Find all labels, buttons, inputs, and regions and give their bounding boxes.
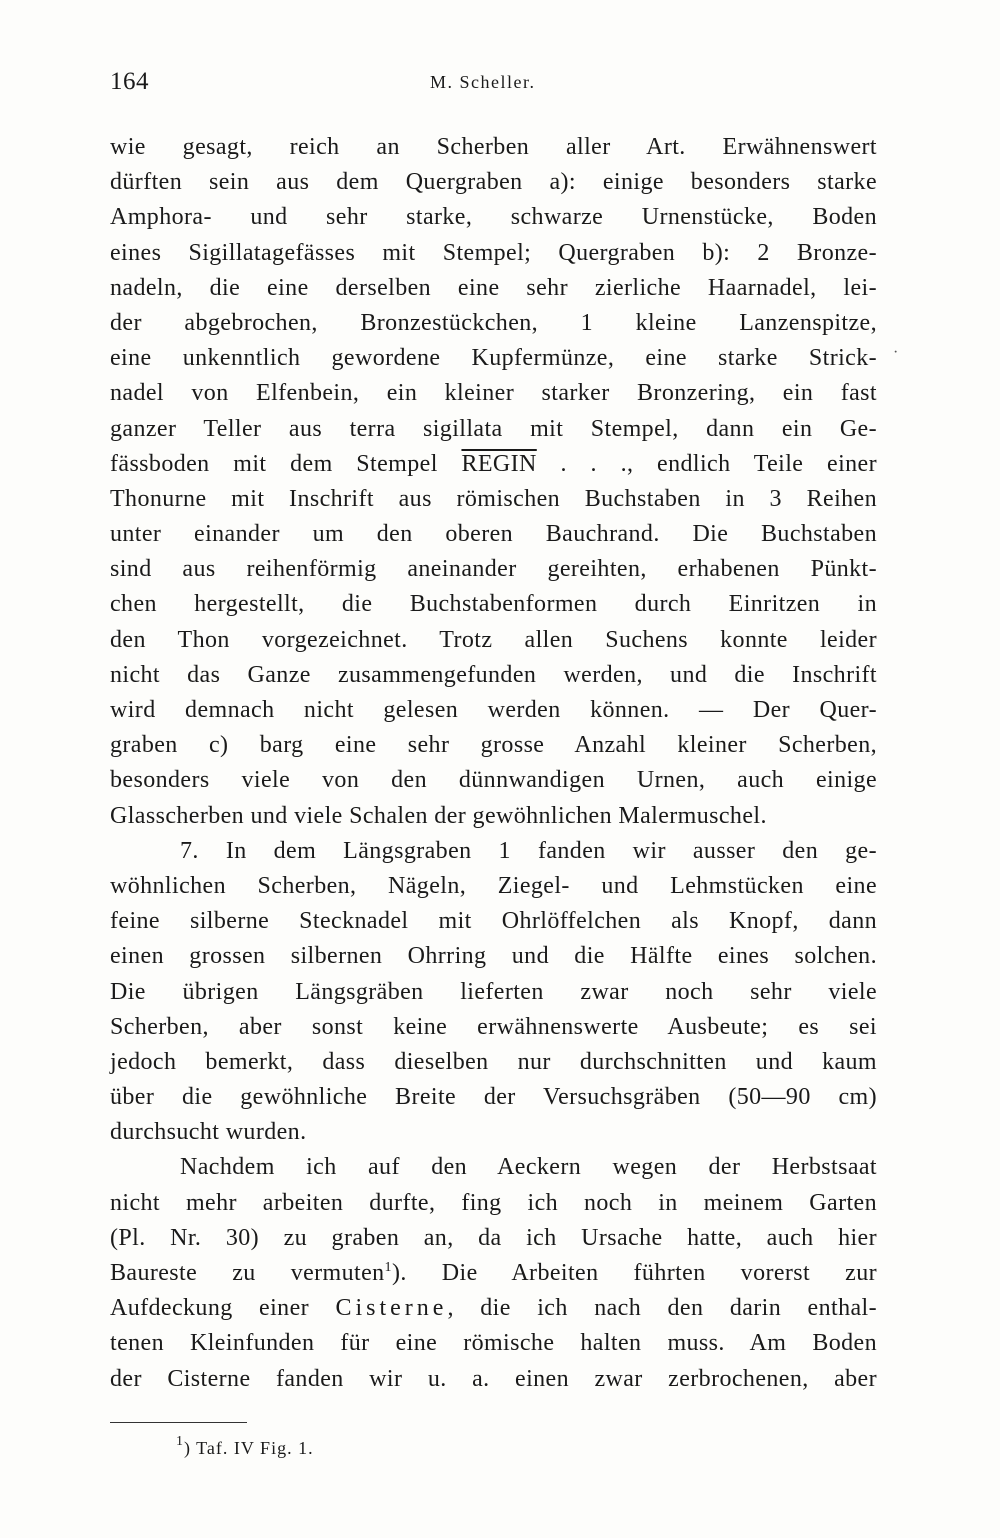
- text-line: feine silberne Stecknadel mit Ohrlöffelchen als Knopf, dann: [110, 908, 877, 935]
- text-line: nicht das Ganze zusammengefunden werden, und die Inschrift: [110, 661, 877, 688]
- text-line: wöhnlichen Scherben, Nägeln, Ziegel- und Lehmstücken eine: [110, 872, 877, 899]
- text-line: chen hergestellt, die Buchstabenformen durch Einritzen in: [110, 591, 877, 618]
- text-line: [110, 1256, 877, 1291]
- text-segment: ). Die Arbeiten führten vorerst zur: [391, 1260, 877, 1286]
- text-line: tenen Kleinfunden für eine römische halten muss. Am Boden: [110, 1330, 877, 1357]
- text-line: wie gesagt, reich an Scherben aller Art. Erwähnenswert: [110, 134, 877, 160]
- text-line: den Thon vorgezeichnet. Trotz allen Suchens konnte leider: [110, 626, 877, 653]
- text-segment: Baureste zu vermuten: [110, 1260, 385, 1286]
- footnote-text: ) Taf. IV Fig. 1.: [184, 1438, 314, 1458]
- stamp-inscription: REGIN: [461, 450, 537, 477]
- paragraph-2: [110, 834, 877, 1151]
- text-segment: Aufdeckung einer: [110, 1295, 336, 1322]
- footnote-divider: [110, 1422, 247, 1423]
- text-line: ganzer Teller aus terra sigillata mit Stempel, dann ein Ge-: [110, 415, 877, 442]
- paragraph-1: [110, 130, 877, 834]
- text-line: einen grossen silbernen Ohrring und die Hälfte eines solchen.: [110, 943, 877, 970]
- text-line: Nachdem ich auf den Aeckern wegen der Herbstsaat: [180, 1154, 877, 1181]
- text-line: dürften sein aus dem Quergraben a): einige besonders starke: [110, 169, 877, 196]
- body-text: [110, 130, 877, 1397]
- text-line: durchsucht wurden.: [110, 1119, 307, 1146]
- footnote: [176, 1434, 314, 1459]
- text-line: nadel von Elfenbein, ein kleiner starker Bronzering, ein fast: [110, 380, 877, 407]
- text-segment: , die ich nach den darin enthal-: [447, 1295, 877, 1322]
- margin-mark: ·: [893, 344, 899, 361]
- text-line: eines Sigillatagefässes mit Stempel; Quergraben b): 2 Bronze-: [110, 239, 877, 266]
- paragraph-3: [110, 1150, 877, 1396]
- text-line: graben c) barg eine sehr grosse Anzahl kleiner Scherben,: [110, 732, 877, 759]
- text-segment: . . ., endlich Teile einer: [536, 450, 877, 477]
- text-line: [110, 447, 877, 482]
- text-line: wird demnach nicht gelesen werden können. — Der Quer-: [110, 697, 877, 723]
- text-line: besonders viele von den dünnwandigen Urnen, auch einige: [110, 767, 877, 794]
- text-line: [110, 1291, 877, 1326]
- text-line: (Pl. Nr. 30) zu graben an, da ich Ursache hatte, auch hier: [110, 1224, 877, 1251]
- running-title: M. Scheller.: [430, 72, 536, 92]
- text-line: eine unkenntlich gewordene Kupfermünze, eine starke Strick-: [110, 345, 877, 372]
- text-line: Amphora- und sehr starke, schwarze Urnenstücke, Boden: [110, 204, 877, 231]
- text-line: der Cisterne fanden wir u. a. einen zwar zerbrochenen, aber: [110, 1365, 877, 1392]
- page-number: 164: [110, 68, 149, 95]
- text-segment: fässboden mit dem Stempel: [110, 450, 462, 477]
- text-line: jedoch bemerkt, dass dieselben nur durchschnitten und kaum: [110, 1048, 877, 1075]
- text-line: Glasscherben und viele Schalen der gewöhnlichen Malermuschel.: [110, 802, 767, 829]
- text-line: Die übrigen Längsgräben lieferten zwar noch sehr viele: [110, 978, 877, 1005]
- emphasized-term: Cisterne: [335, 1295, 448, 1322]
- text-line: sind aus reihenförmig aneinander gereihten, erhabenen Pünkt-: [110, 556, 877, 583]
- text-line: der abgebrochen, Bronzestückchen, 1 kleine Lanzenspitze,: [110, 309, 877, 336]
- text-line: nicht mehr arbeiten durfte, fing ich noch in meinem Garten: [110, 1189, 877, 1216]
- text-line: Scherben, aber sonst keine erwähnenswerte Ausbeute; es sei: [110, 1013, 877, 1040]
- text-line: unter einander um den oberen Bauchrand. Die Buchstaben: [110, 521, 877, 548]
- footnote-marker: 1: [176, 1434, 184, 1449]
- text-line: nadeln, die eine derselben eine sehr zierliche Haarnadel, lei-: [110, 274, 877, 301]
- text-line: Thonurne mit Inschrift aus römischen Buchstaben in 3 Reihen: [110, 485, 877, 512]
- running-head: [110, 68, 880, 104]
- footnote-reference[interactable]: 1: [384, 1260, 392, 1275]
- text-line: über die gewöhnliche Breite der Versuchsgräben (50—90 cm): [110, 1084, 877, 1111]
- text-line: 7. In dem Längsgraben 1 fanden wir ausser den ge-: [180, 837, 877, 864]
